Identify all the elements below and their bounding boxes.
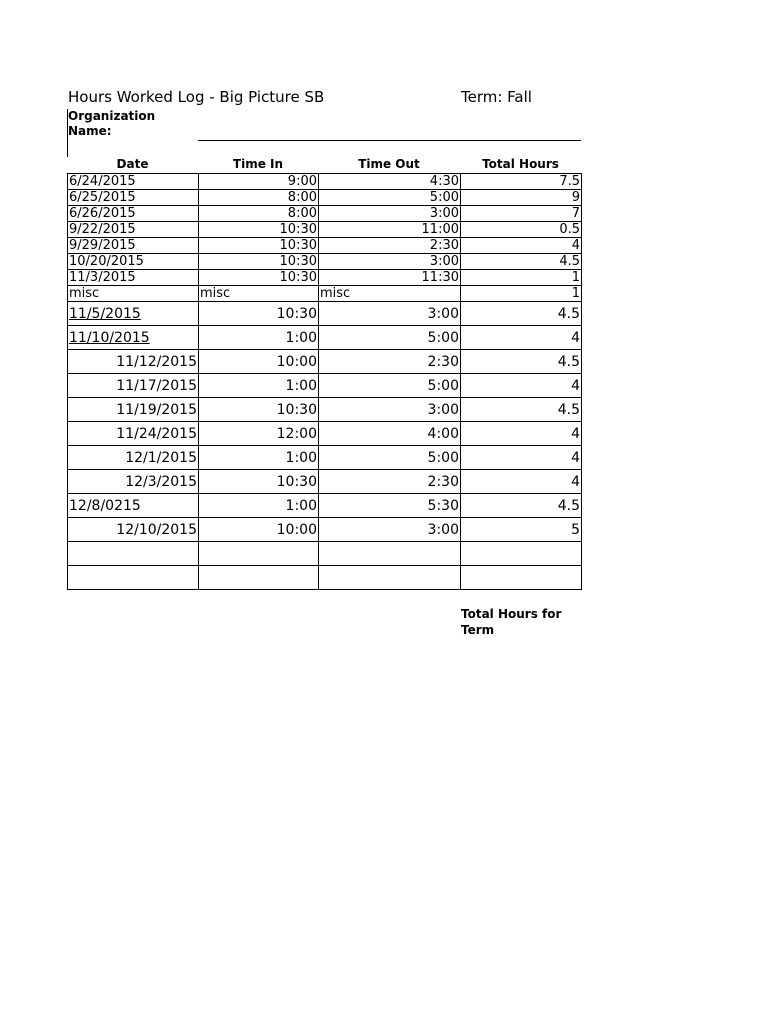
table-row	[68, 286, 582, 302]
table-row	[68, 398, 582, 422]
table-row	[68, 206, 582, 222]
time-in-cell[interactable]: 10:30	[199, 398, 319, 422]
total-hours-cell[interactable]: 4	[461, 326, 582, 350]
time-in-cell[interactable]: 8:00	[199, 190, 319, 206]
date-cell[interactable]: 12/3/2015	[68, 470, 199, 494]
total-hours-for-term-label: Total Hours for Term	[461, 607, 562, 637]
total-hours-cell[interactable]: 4.5	[461, 254, 582, 270]
date-cell[interactable]: 11/17/2015	[68, 374, 199, 398]
date-cell[interactable]: 12/8/0215	[68, 494, 199, 518]
table-row	[68, 422, 582, 446]
organization-name-label: Organization Name:	[68, 109, 156, 138]
time-in-cell[interactable]: 10:00	[199, 518, 319, 542]
date-cell[interactable]: 6/25/2015	[68, 190, 199, 206]
time-in-cell[interactable]: 1:00	[199, 326, 319, 350]
date-cell[interactable]: 6/24/2015	[68, 174, 199, 190]
table-row	[68, 270, 582, 286]
date-cell[interactable]: 11/24/2015	[68, 422, 199, 446]
date-cell[interactable]: 9/22/2015	[68, 222, 199, 238]
total-hours-cell[interactable]: 7	[461, 206, 582, 222]
date-cell[interactable]: misc	[68, 286, 199, 302]
total-hours-cell[interactable]: 4	[461, 374, 582, 398]
total-hours-cell[interactable]: 4	[461, 470, 582, 494]
time-in-cell[interactable]: 10:30	[199, 222, 319, 238]
date-cell[interactable]: 12/10/2015	[68, 518, 199, 542]
time-out-cell[interactable]: 5:00	[319, 446, 461, 470]
total-hours-cell[interactable]: 4.5	[461, 398, 582, 422]
table-row	[68, 494, 582, 518]
table-row	[68, 190, 582, 206]
time-out-cell[interactable]	[319, 542, 461, 566]
table-row	[68, 254, 582, 270]
table-row	[68, 470, 582, 494]
time-in-cell[interactable]: 10:30	[199, 270, 319, 286]
hours-table	[67, 173, 582, 590]
date-text: 11/5/2015	[69, 305, 141, 322]
total-hours-cell[interactable]: 9	[461, 190, 582, 206]
time-out-cell[interactable]: 4:30	[319, 174, 461, 190]
date-cell[interactable]	[68, 542, 199, 566]
time-out-cell[interactable]: 2:30	[319, 238, 461, 254]
time-in-cell[interactable]: 10:30	[199, 302, 319, 326]
column-header-total-hours: Total Hours	[482, 157, 559, 171]
table-row	[68, 326, 582, 350]
total-hours-cell[interactable]: 1	[461, 270, 582, 286]
time-in-cell[interactable]: 10:30	[199, 238, 319, 254]
time-out-cell[interactable]: 3:00	[319, 206, 461, 222]
total-hours-cell[interactable]: 4	[461, 446, 582, 470]
table-row	[68, 174, 582, 190]
time-out-cell[interactable]: 4:00	[319, 422, 461, 446]
time-out-cell[interactable]: 3:00	[319, 254, 461, 270]
table-row	[68, 302, 582, 326]
time-in-cell[interactable]	[199, 566, 319, 590]
table-row	[68, 350, 582, 374]
column-header-time-out: Time Out	[358, 157, 420, 171]
date-cell[interactable]: 11/19/2015	[68, 398, 199, 422]
date-cell[interactable]: 10/20/2015	[68, 254, 199, 270]
time-in-cell[interactable]: 12:00	[199, 422, 319, 446]
table-row	[68, 542, 582, 566]
date-cell[interactable]	[68, 302, 199, 326]
total-hours-cell[interactable]: 4.5	[461, 494, 582, 518]
time-in-cell[interactable]: misc	[199, 286, 319, 302]
time-in-cell[interactable]: 8:00	[199, 206, 319, 222]
total-hours-cell[interactable]: 0.5	[461, 222, 582, 238]
time-in-cell[interactable]: 1:00	[199, 494, 319, 518]
table-row	[68, 566, 582, 590]
date-cell[interactable]	[68, 326, 199, 350]
total-hours-cell[interactable]: 4.5	[461, 302, 582, 326]
time-in-cell[interactable]	[199, 542, 319, 566]
term-label: Term: Fall	[461, 88, 532, 106]
time-out-cell[interactable]: 5:00	[319, 326, 461, 350]
total-hours-cell[interactable]: 4	[461, 422, 582, 446]
total-hours-cell[interactable]	[461, 542, 582, 566]
time-out-cell[interactable]: 3:00	[319, 302, 461, 326]
time-out-cell[interactable]: 5:00	[319, 190, 461, 206]
time-out-cell[interactable]: 11:30	[319, 270, 461, 286]
time-in-cell[interactable]: 10:00	[199, 350, 319, 374]
time-out-cell[interactable]: 3:00	[319, 518, 461, 542]
total-hours-cell[interactable]: 4.5	[461, 350, 582, 374]
time-out-cell[interactable]: 3:00	[319, 398, 461, 422]
date-cell[interactable]: 11/12/2015	[68, 350, 199, 374]
total-hours-cell[interactable]: 4	[461, 238, 582, 254]
time-out-cell[interactable]: 5:30	[319, 494, 461, 518]
table-row	[68, 222, 582, 238]
column-header-date: Date	[116, 157, 149, 171]
time-out-cell[interactable]: 11:00	[319, 222, 461, 238]
total-hours-cell[interactable]: 1	[461, 286, 582, 302]
date-cell[interactable]: 9/29/2015	[68, 238, 199, 254]
date-text: 11/10/2015	[69, 329, 150, 346]
time-out-cell[interactable]: 2:30	[319, 470, 461, 494]
time-in-cell[interactable]: 1:00	[199, 374, 319, 398]
time-in-cell[interactable]: 9:00	[199, 174, 319, 190]
page-title: Hours Worked Log - Big Picture SB	[68, 88, 325, 106]
date-cell[interactable]: 6/26/2015	[68, 206, 199, 222]
time-in-cell[interactable]: 1:00	[199, 446, 319, 470]
organization-name-field[interactable]	[198, 140, 581, 141]
table-row	[68, 446, 582, 470]
total-hours-cell[interactable]	[461, 566, 582, 590]
date-cell[interactable]	[68, 566, 199, 590]
total-hours-cell[interactable]: 5	[461, 518, 582, 542]
column-header-time-in: Time In	[232, 157, 284, 171]
date-cell[interactable]: 11/3/2015	[68, 270, 199, 286]
total-hours-cell[interactable]: 7.5	[461, 174, 582, 190]
table-row	[68, 238, 582, 254]
time-out-cell[interactable]: 2:30	[319, 350, 461, 374]
time-out-cell[interactable]	[319, 566, 461, 590]
table-row	[68, 518, 582, 542]
time-out-cell[interactable]: 5:00	[319, 374, 461, 398]
time-in-cell[interactable]: 10:30	[199, 254, 319, 270]
time-out-cell[interactable]: misc	[319, 286, 461, 302]
date-cell[interactable]: 12/1/2015	[68, 446, 199, 470]
time-in-cell[interactable]: 10:30	[199, 470, 319, 494]
table-row	[68, 374, 582, 398]
